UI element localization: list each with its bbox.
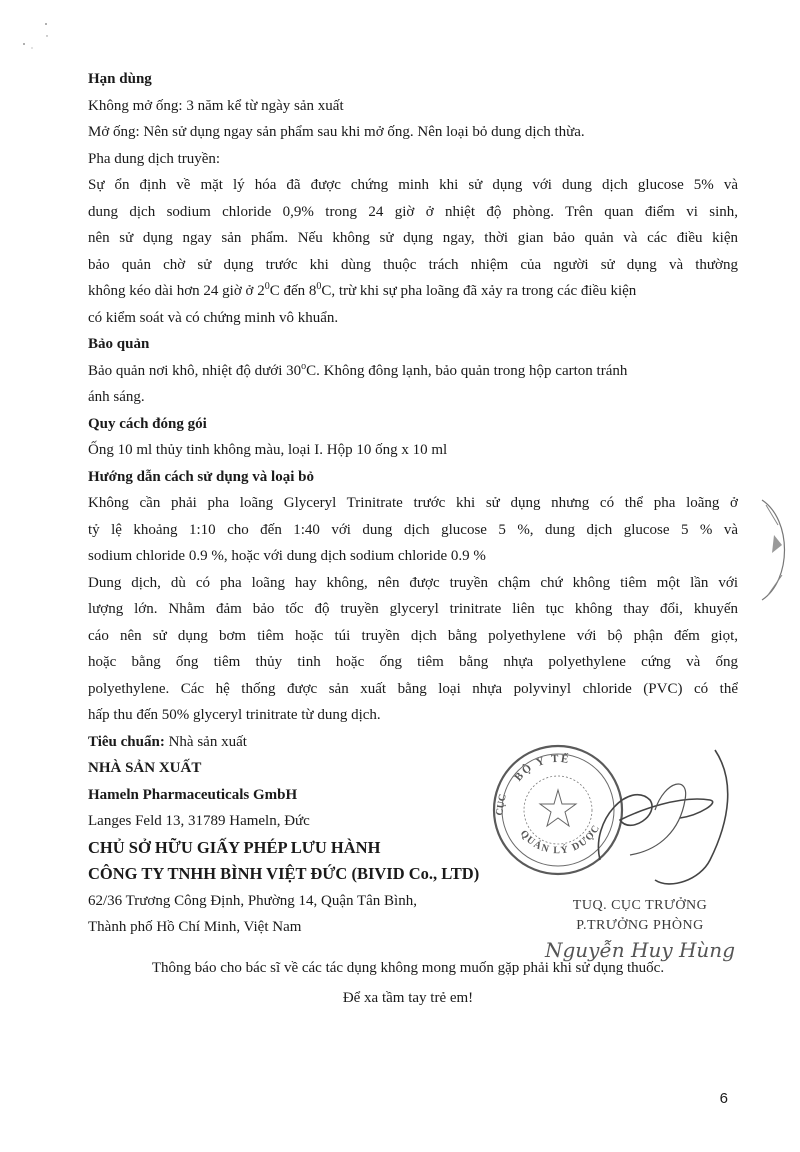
usage-line-5: lượng lớn. Nhằm đảm bảo tốc độ truyền glyceryl trinitrate liên tục không thay đổi, khuyến bbox=[88, 601, 738, 617]
usage-line-2: tỷ lệ khoảng 1:10 cho đến 1:40 với dung dịch glucose 5 %, dung dịch glucose 5 % và bbox=[88, 521, 738, 538]
manufacturer-address: Langes Feld 13, 31789 Hameln, Đức bbox=[88, 813, 310, 829]
standard-value: Nhà sản xuất bbox=[164, 733, 247, 750]
usage-line-6: cáo nên sử dụng bơm tiêm hoặc túi truyền dịch bằng polyethylene với bộ phận đếm giọt, bbox=[88, 627, 738, 644]
heading-usage: Hướng dẫn cách sử dụng và loại bỏ bbox=[88, 468, 314, 485]
usage-line-9: hấp thu đến 50% glyceryl trinitrate từ dung dịch. bbox=[88, 707, 381, 723]
storage-line-2: ánh sáng. bbox=[88, 389, 145, 405]
license-holder-name: CÔNG TY TNHH BÌNH VIỆT ĐỨC (BIVID Co., LTD) bbox=[88, 864, 480, 883]
infusion-stability-line-5: không kéo dài hơn 24 giờ ở $2^0C$ đến $8^0C$, trừ khi sự pha loãng đã xảy ra trong các điều kiện bbox=[88, 281, 637, 299]
heading-shelf-life: Hạn dùng bbox=[88, 71, 152, 87]
usage-line-4: Dung dịch, dù có pha loãng hay không, nên được truyền chậm chứ không tiêm một lần với bbox=[88, 574, 738, 591]
infusion-stability-line-6: có kiểm soát và có chứng minh vô khuẩn. bbox=[88, 309, 339, 326]
shelf-life-unopened: Không mở ống: 3 năm kể từ ngày sản xuất bbox=[88, 97, 344, 114]
keep-away-notice: Để xa tầm tay trẻ em! bbox=[342, 990, 474, 1006]
storage-line-1: Bảo quản nơi khô, nhiệt độ dưới 30$^o$C. Không đông lạnh, bảo quản trong hộp carton tránh bbox=[88, 360, 628, 379]
shelf-life-opened: Mở ống: Nên sử dụng ngay sản phẩm sau khi mở ống. Nên loại bỏ dung dịch thừa. bbox=[88, 124, 585, 140]
standard-label: Tiêu chuẩn: bbox=[88, 733, 165, 750]
heading-packaging: Quy cách đóng gói bbox=[88, 415, 207, 432]
signature-title-2: P.TRƯỞNG PHÒNG bbox=[576, 918, 704, 933]
usage-line-7: hoặc bằng ống tiêm thủy tinh hoặc ống tiêm bằng nhựa polyethylene cứng và ống bbox=[88, 654, 738, 670]
handwritten-signature bbox=[560, 740, 740, 905]
manufacturer-name: Hameln Pharmaceuticals GmbH bbox=[88, 786, 298, 803]
side-effect-notice: Thông báo cho bác sĩ về các tác dụng không mong muốn gặp phải khi sử dụng thuốc. bbox=[151, 960, 665, 976]
infusion-prep-label: Pha dung dịch truyền: bbox=[88, 150, 221, 167]
infusion-stability-line-1: Sự ổn định về mặt lý hóa đã được chứng minh khi sử dụng với dung dịch glucose 5% và bbox=[88, 177, 738, 193]
scan-specks bbox=[20, 18, 60, 63]
heading-manufacturer: NHÀ SẢN XUẤT bbox=[88, 760, 202, 776]
heading-license-holder: CHỦ SỞ HỮU GIẤY PHÉP LƯU HÀNH bbox=[88, 837, 381, 857]
signatory-name: Nguyễn Huy Hùng bbox=[544, 938, 735, 962]
infusion-stability-line-4: bảo quản chờ sử dụng trước khi dùng thuộc trách nhiệm của người sử dụng và thường bbox=[88, 256, 738, 273]
page-number: 6 bbox=[719, 1090, 728, 1107]
usage-line-8: polyethylene. Các hệ thống được sản xuất bằng loại nhựa polyvinyl chloride (PVC) có thể bbox=[88, 680, 738, 697]
license-holder-address-2: Thành phố Hồ Chí Minh, Việt Nam bbox=[88, 919, 302, 935]
usage-line-3: sodium chloride 0.9 %, hoặc với dung dịch sodium chloride 0.9 % bbox=[88, 548, 486, 564]
heading-storage: Bảo quản bbox=[88, 336, 150, 352]
seal-text-bottom: QUẢN LÝ DƯỢC bbox=[517, 822, 603, 857]
seal-text-top: BỘ Y TẾ bbox=[512, 752, 572, 784]
infusion-stability-line-3: nên sử dụng ngay sản phẩm. Nếu không sử dụng ngay, thời gian bảo quản và các điều kiện bbox=[88, 230, 738, 246]
signature-block bbox=[540, 896, 740, 962]
infusion-stability-line-2: dung dịch sodium chloride 0,9% trong 24 giờ ở nhiệt độ phòng. Trên quan điểm vi sinh, bbox=[88, 203, 738, 220]
packaging-line: Ống 10 ml thủy tinh không màu, loại I. Hộp 10 ống x 10 ml bbox=[88, 442, 448, 458]
license-holder-address-1: 62/36 Trương Công Định, Phường 14, Quận Tân Bình, bbox=[88, 892, 417, 909]
edge-seal-fragment bbox=[752, 495, 800, 610]
signature-title-1: TUQ. CỤC TRƯỞNG bbox=[572, 898, 708, 913]
usage-line-1: Không cần phải pha loãng Glyceryl Trinitrate trước khi sử dụng nhưng có thể pha loãng ở bbox=[88, 495, 738, 511]
seal-text-left: CỤC bbox=[494, 793, 509, 817]
